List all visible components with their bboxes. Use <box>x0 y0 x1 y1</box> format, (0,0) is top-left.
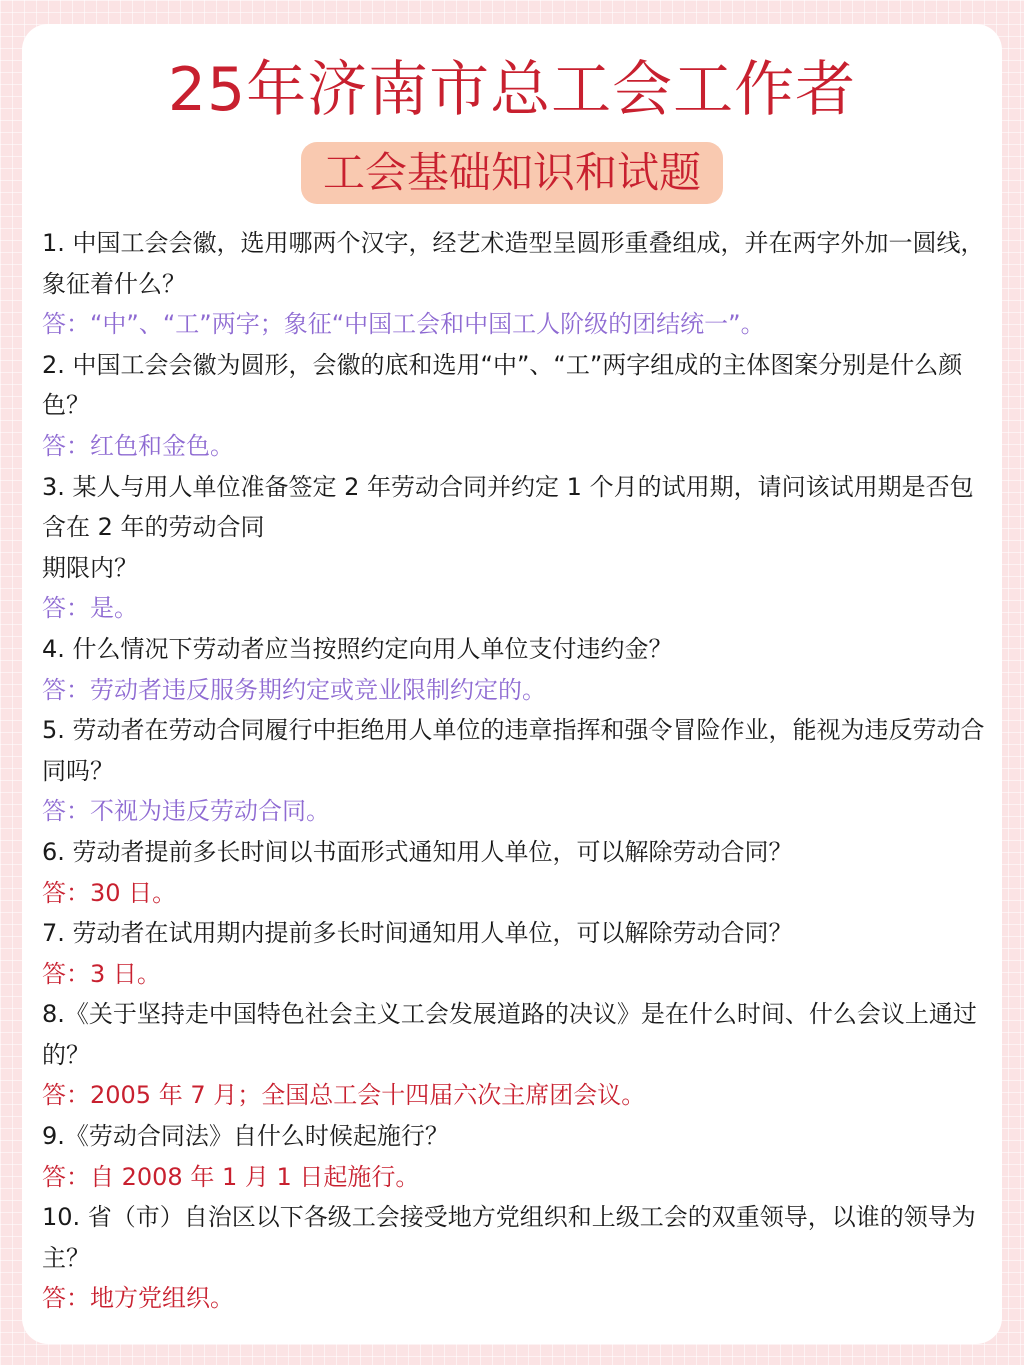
answer-10: 答：地方党组织。 <box>42 1284 234 1313</box>
question-7: 7. 劳动者在试用期内提前多长时间通知用人单位，可以解除劳动合同？ <box>42 919 793 948</box>
question-5: 5. 劳动者在劳动合同履行中拒绝用人单位的违章指挥和强令冒险作业，能视为违反劳动合同吗？ <box>42 716 985 785</box>
answer-3: 答：是。 <box>42 594 138 623</box>
answer-6: 答：30 日。 <box>42 878 177 907</box>
question-4: 4. 什么情况下劳动者应当按照约定向用人单位支付违约金？ <box>42 634 673 663</box>
question-9: 9.《劳动合同法》自什么时候起施行？ <box>42 1122 449 1151</box>
question-3-line-1: 3. 某人与用人单位准备签定 2 年劳动合同并约定 1 个月的试用期，请问该试用期是否包含在 2 年的劳动合同 <box>42 472 974 542</box>
content-card <box>22 24 1002 1344</box>
question-1: 1. 中国工会会徽，选用哪两个汉字，经艺术造型呈圆形重叠组成，并在两字外加一圆线，象征着什么？ <box>42 229 985 298</box>
answer-4: 答：劳动者违反服务期约定或竞业限制约定的。 <box>42 675 546 704</box>
question-2: 2. 中国工会会徽为圆形，会徽的底和选用“中”、“工”两字组成的主体图案分别是什么颜色？ <box>42 350 963 420</box>
answer-9: 答：自 2008 年 1 月 1 日起施行。 <box>42 1162 420 1191</box>
page-title: 25年济南市总工会工作者 <box>167 55 857 125</box>
question-6: 6. 劳动者提前多长时间以书面形式通知用人单位，可以解除劳动合同？ <box>42 837 793 866</box>
question-8: 8.《关于坚持走中国特色社会主义工会发展道路的决议》是在什么时间、什么会议上通过的？ <box>42 1000 977 1069</box>
answer-7: 答：3 日。 <box>42 959 161 988</box>
subtitle-wrapper <box>22 142 1002 204</box>
answer-2: 答：红色和金色。 <box>42 431 234 460</box>
answer-1: 答：“中”、“工”两字；象征“中国工会和中国工人阶级的团结统一”。 <box>42 310 765 339</box>
qa-list <box>42 223 987 1319</box>
question-10: 10. 省（市）自治区以下各级工会接受地方党组织和上级工会的双重领导，以谁的领导为主？ <box>42 1203 976 1272</box>
question-3-line-2: 期限内？ <box>42 553 138 582</box>
answer-8: 答：2005 年 7 月；全国总工会十四届六次主席团会议。 <box>42 1081 646 1110</box>
page-subtitle: 工会基础知识和试题 <box>301 142 723 204</box>
answer-5: 答：不视为违反劳动合同。 <box>42 797 330 826</box>
